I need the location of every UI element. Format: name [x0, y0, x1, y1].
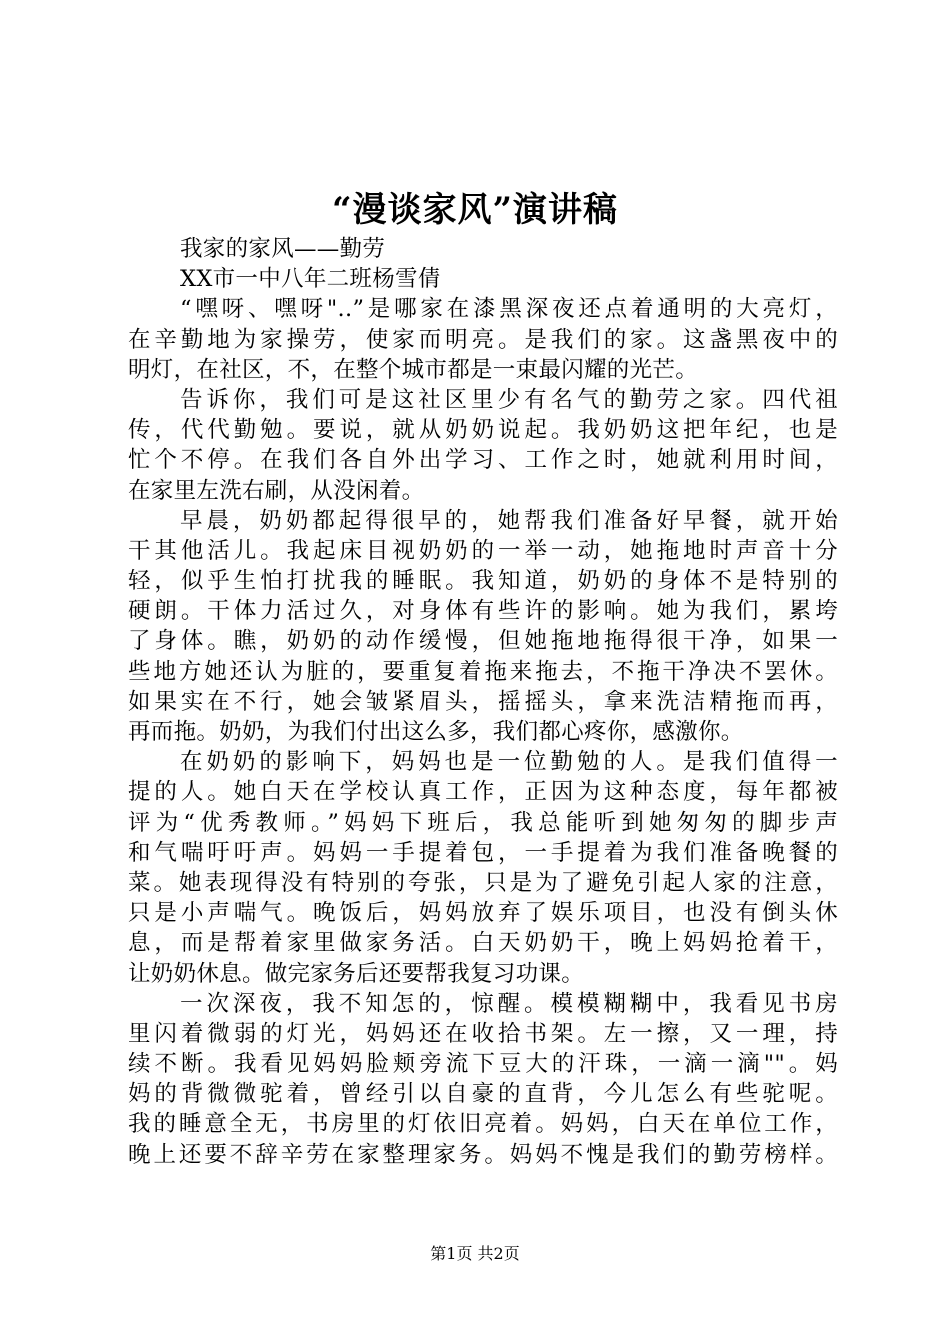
- text-line: 续不断。我看见妈妈脸颊旁流下豆大的汗珠，一滴一滴""。妈: [128, 1051, 838, 1078]
- text-line: 轻，似乎生怕打扰我的睡眠。我知道，奶奶的身体不是特别的: [128, 568, 838, 595]
- text-line: 菜。她表现得没有特别的夸张，只是为了避免引起人家的注意，: [128, 869, 838, 896]
- text-line: 一次深夜，我不知怎的，惊醒。模模糊糊中，我看见书房: [180, 990, 838, 1017]
- text-line: 告诉你，我们可是这社区里少有名气的勤劳之家。四代祖: [180, 386, 838, 413]
- text-line: 硬朗。干体力活过久，对身体有些许的影响。她为我们，累垮: [128, 598, 838, 625]
- text-line: 在家里左洗右刷，从没闲着。: [128, 477, 425, 504]
- text-line: 明灯，在社区，不，在整个城市都是一束最闪耀的光芒。: [128, 356, 699, 383]
- text-line: 和气喘吁吁声。妈妈一手提着包，一手提着为我们准备晚餐的: [128, 839, 838, 866]
- text-line: 在奶奶的影响下，妈妈也是一位勤勉的人。是我们值得一: [180, 749, 838, 776]
- text-line: 晚上还要不辞辛劳在家整理家务。妈妈不愧是我们的勤劳榜样。: [128, 1141, 838, 1168]
- text-line: 传，代代勤勉。要说，就从奶奶说起。我奶奶这把年纪，也是: [128, 417, 838, 444]
- text-line: 些地方她还认为脏的，要重复着拖来拖去，不拖干净决不罢休。: [128, 658, 838, 685]
- document-title: “漫谈家风”演讲稿: [331, 190, 619, 230]
- text-line: 忙个不停。在我们各自外出学习、工作之时，她就利用时间，: [128, 447, 838, 474]
- text-line: 让奶奶休息。做完家务后还要帮我复习功课。: [128, 960, 585, 987]
- text-line: 只是小声喘气。晚饭后，妈妈放弃了娱乐项目，也没有倒头休: [128, 900, 838, 927]
- text-line: 提的人。她白天在学校认真工作，正因为这种态度，每年都被: [128, 779, 838, 806]
- text-line: 了身体。瞧，奶奶的动作缓慢，但她拖地拖得很干净，如果一: [128, 628, 838, 655]
- text-line: 如果实在不行，她会皱紧眉头，摇摇头，拿来洗洁精拖而再，: [128, 688, 838, 715]
- page-footer: 第1页 共2页: [430, 1244, 520, 1263]
- text-line: 妈的背微微驼着，曾经引以自豪的直背，今儿怎么有些驼呢。: [128, 1081, 838, 1108]
- text-line: 早晨，奶奶都起得很早的，她帮我们准备好早餐，就开始: [180, 507, 838, 534]
- text-line: 息，而是帮着家里做家务活。白天奶奶干，晚上妈妈抢着干，: [128, 930, 838, 957]
- text-line: “嘿呀、嘿呀"..”是哪家在漆黑深夜还点着通明的大亮灯，: [180, 296, 838, 323]
- text-line: 再而拖。奶奶，为我们付出这么多，我们都心疼你，感激你。: [128, 719, 744, 745]
- text-line: 评为“优秀教师。”妈妈下班后，我总能听到她匆匆的脚步声: [128, 809, 838, 836]
- text-line: 我的睡意全无，书房里的灯依旧亮着。妈妈，白天在单位工作，: [128, 1111, 838, 1138]
- text-line: 干其他活儿。我起床目视奶奶的一举一动，她拖地时声音十分: [128, 537, 838, 564]
- text-line: 我家的家风——勤劳: [180, 236, 386, 262]
- text-line: 里闪着微弱的灯光，妈妈还在收拾书架。左一擦，又一理，持: [128, 1020, 838, 1047]
- text-line: 在辛勤地为家操劳，使家而明亮。是我们的家。这盏黑夜中的: [128, 326, 838, 353]
- text-line: XX市一中八年二班杨雪倩: [180, 266, 441, 293]
- document-body: [128, 234, 838, 1170]
